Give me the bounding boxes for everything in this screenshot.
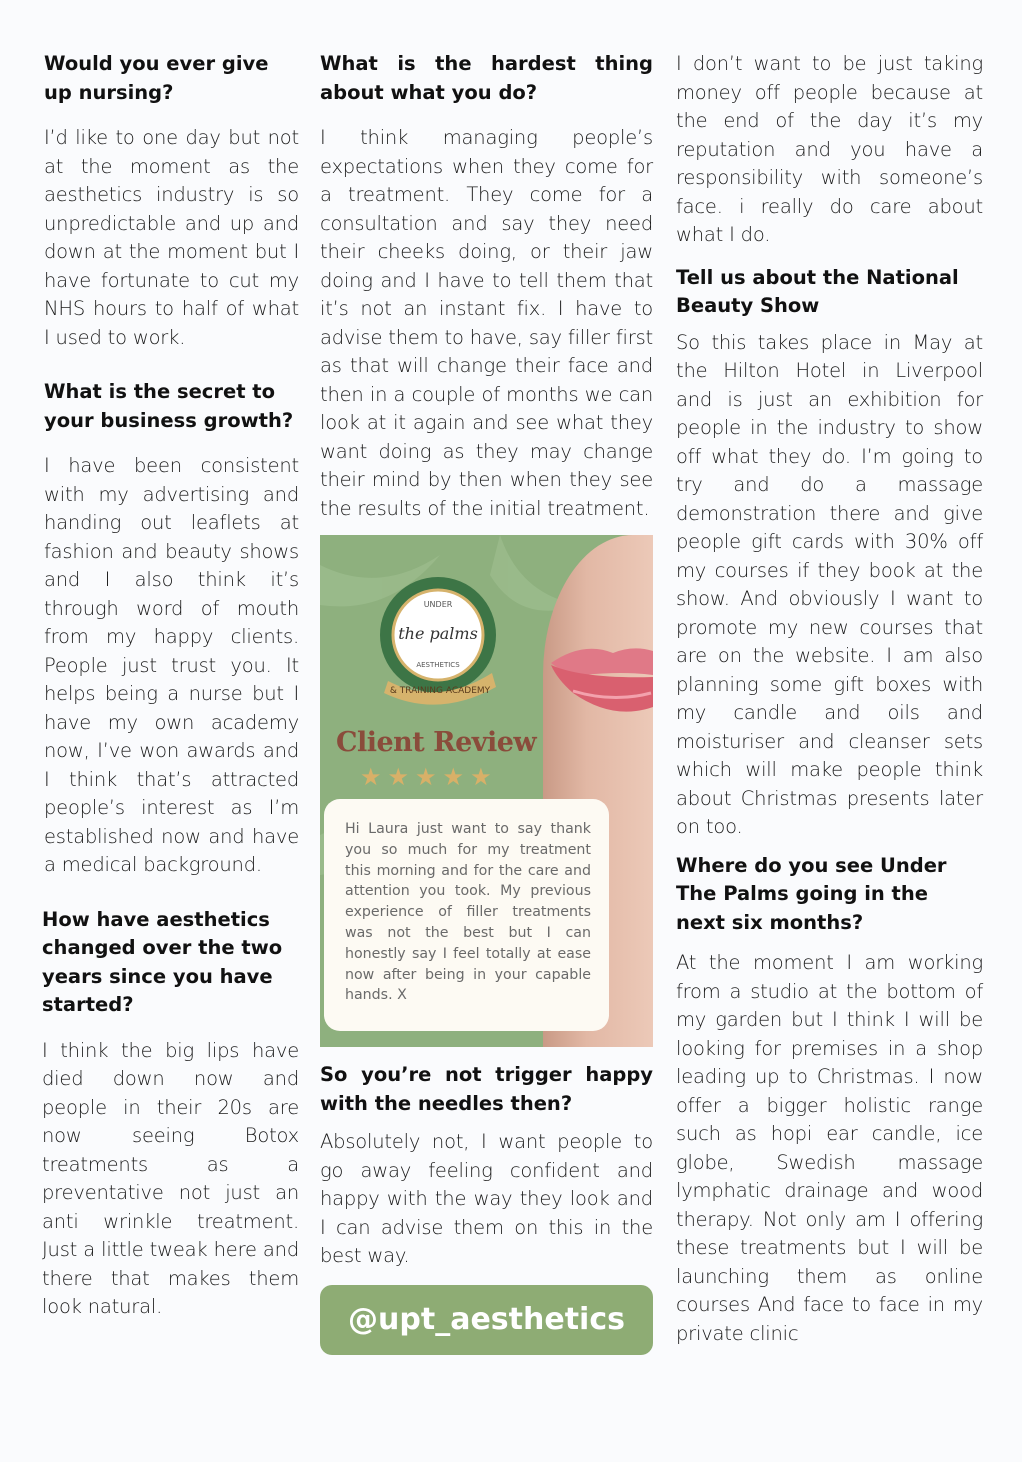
svg-text:AESTHETICS: AESTHETICS bbox=[416, 661, 460, 669]
answer-national-beauty-show: So this takes place in May at the Hilton Hotel in Liverpool and is just an exhibition for people in the industry to show off what they do. I’m going to try and do a massage demonstration there and give people gift cards with 30% off my courses if they book at the show. And obviously I want to promote my new courses that are on the website. I am also planning some gift boxes with my candle and oils and moisturiser and cleanser sets which will make people think about Christmas presents later on too. bbox=[676, 330, 983, 838]
review-text: Hi Laura just want to say thank you so much for my treatment this morning and for the care and attention you took. My previous experience of filler treatments was not the best but I can honestly say I feel totally at ease now after being in your capable hands. X bbox=[345, 821, 591, 1004]
answer-reputation-continued: I don’t want to be just taking money off people because at the end of the day it’s my reputation and you have a responsibility with someone’s face. i really do care about what I do. bbox=[676, 52, 983, 246]
question-national-beauty-show: Tell us about the National Beauty Show bbox=[676, 265, 959, 317]
question-trigger-happy: So you’re not trigger happy with the needles then? bbox=[320, 1063, 653, 1115]
review-card bbox=[324, 799, 609, 1031]
client-review-title: Client Review bbox=[336, 727, 537, 758]
question-six-months: Where do you see Under The Palms going in the next six months? bbox=[676, 853, 947, 934]
answer-six-months: At the moment I am working from a studio at the bottom of my garden but I think I will be looking for premises in a shop leading up to Christmas. I now offer a bigger holistic range such as hopi ear candle, ice globe, Swedish massage lymphatic drainage and wood therapy. Not only am I offering these treatments but I will be launching them as online courses And face to face in my private clinic bbox=[676, 951, 983, 1345]
question-hardest-thing: What is the hardest thing about what you do? bbox=[320, 52, 653, 104]
question-give-up-nursing: Would you ever give up nursing? bbox=[44, 52, 269, 104]
instagram-handle[interactable]: @upt_aesthetics bbox=[320, 1285, 653, 1355]
svg-text:& TRAINING ACADEMY: & TRAINING ACADEMY bbox=[389, 686, 491, 696]
column-2 bbox=[320, 50, 653, 1355]
lips-illustration bbox=[543, 631, 653, 721]
under-the-palms-logo bbox=[368, 569, 508, 709]
column-1 bbox=[44, 50, 299, 1348]
answer-give-up-nursing: I’d like to one day but not at the moment as the aesthetics industry is so unpredictable and up and down at the moment but I have fortunate to cut my NHS hours to half of what I used to work. bbox=[44, 126, 299, 349]
answer-business-growth: I have been consistent with my advertising and handing out leaflets at fashion and beauty shows and I also think it’s through word of mouth from my happy clients. People just trust you. It helps being a nurse but I have my own academy now, I’ve won awards and I think that’s attracted people’s interest as I’m established now and have a medical background. bbox=[44, 454, 299, 876]
question-aesthetics-changed: How have aesthetics changed over the two years since you have started? bbox=[42, 907, 283, 1016]
answer-aesthetics-changed: I think the big lips have died down now and people in their 20s are now seeing Botox treatments as a preventative not just an anti wrinkle treatment. Just a little tweak here and there that makes them look natural. bbox=[42, 1038, 299, 1318]
svg-text:the palms: the palms bbox=[398, 624, 478, 643]
answer-trigger-happy: Absolutely not, I want people to go away feeling confident and happy with the way they look and I can advise them on this in the best way. bbox=[320, 1130, 653, 1267]
client-review-image bbox=[320, 535, 653, 1047]
question-business-growth: What is the secret to your business growth? bbox=[44, 380, 294, 432]
column-3 bbox=[676, 50, 983, 1374]
answer-hardest-thing: I think managing people’s expectations when they come for a treatment. They come for a consultation and say they need their cheeks doing, or their jaw doing and I have to tell them that it’s not an instant fix. I have to advise them to have, say filler first as that will change their face and then in a couple of months we can look at it again and see what they want doing as they may change their mind by then when they see the results of the initial treatment. bbox=[320, 126, 653, 520]
svg-text:UNDER: UNDER bbox=[423, 600, 453, 609]
five-star-rating: ★★★★★ bbox=[360, 763, 498, 791]
